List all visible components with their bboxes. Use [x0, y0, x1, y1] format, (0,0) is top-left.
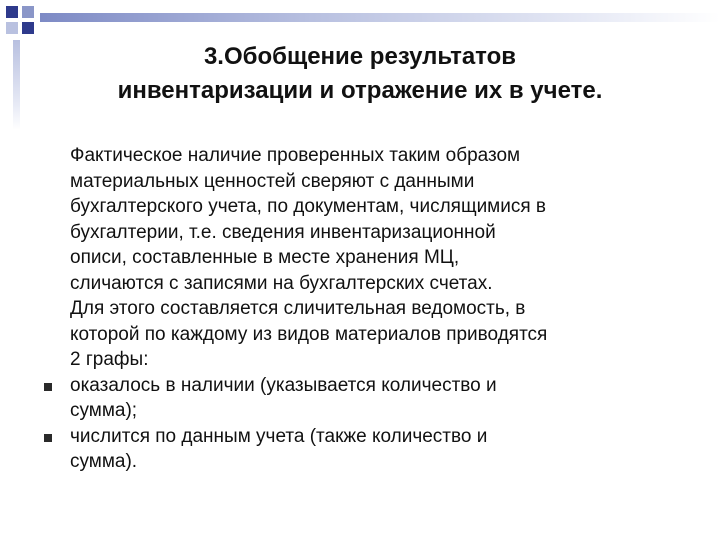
body-paragraph-2 [42, 296, 692, 373]
paragraph-line: Для этого составляется сличительная ведомость, в [70, 298, 526, 319]
slide-title-line-2: инвентаризации и отражение их в учете. [117, 77, 603, 104]
bullet-item-line: оказалось в наличии (указывается количество и [70, 374, 497, 396]
paragraph-line: Фактическое наличие проверенных таким образом [70, 145, 521, 166]
square-bullet-icon [44, 383, 52, 391]
paragraph-line: сличаются с записями на бухгалтерских счетах. [70, 272, 493, 294]
paragraph-line: бухгалтерского учета, по документам, числящимися в [70, 196, 547, 217]
corner-square-mid [22, 6, 34, 18]
slide-title [20, 40, 700, 108]
top-gradient-bar [40, 13, 720, 22]
paragraph-line: которой по каждому из видов материалов приводятся [70, 323, 548, 345]
body-paragraph-1 [42, 143, 692, 296]
bullet-item-line: числится по данным учета (также количество и [70, 425, 488, 447]
slide-body [42, 143, 692, 475]
square-bullet-icon [44, 434, 52, 442]
paragraph-line: описи, составленные в месте хранения МЦ, [70, 247, 460, 268]
left-gradient-bar [13, 40, 20, 130]
corner-square-dark [6, 6, 18, 18]
paragraph-line: 2 графы: [70, 349, 149, 370]
bullet-item-in-stock [42, 373, 692, 424]
bullet-item-per-records [42, 424, 692, 475]
corner-square-light [6, 22, 18, 34]
bullet-item-line: сумма); [70, 400, 138, 421]
paragraph-line: материальных ценностей сверяют с данными [70, 170, 475, 192]
slide-title-line-1: 3.Обобщение результатов [203, 43, 517, 70]
paragraph-line: бухгалтерии, т.е. сведения инвентаризационной [70, 221, 496, 243]
bullet-item-line: сумма). [70, 451, 138, 472]
corner-square-dark-2 [22, 22, 34, 34]
